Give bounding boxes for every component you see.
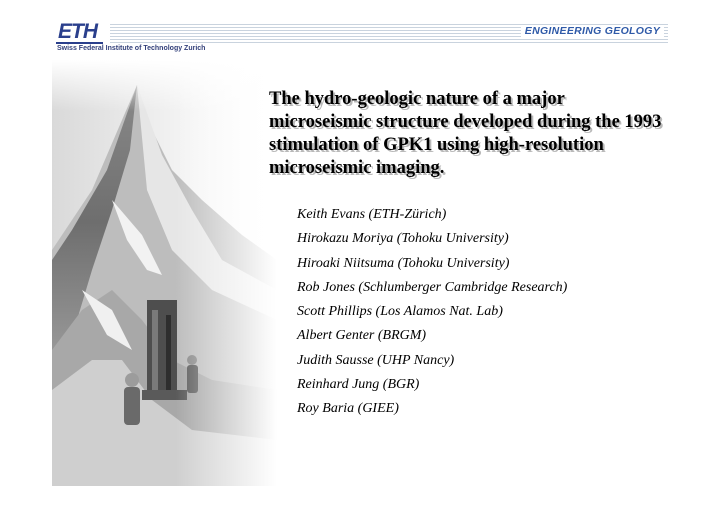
slide-header bbox=[0, 0, 720, 60]
department-label: ENGINEERING GEOLOGY bbox=[521, 25, 664, 37]
author-item: Hirokazu Moriya (Tohoku University) bbox=[297, 231, 509, 247]
slide-title: The hydro-geologic nature of a major microseismic structure developed during the 1993 stimulation of GPK1 using high-resolution microseismic imaging. bbox=[269, 89, 662, 178]
author-item: Keith Evans (ETH-Zürich) bbox=[297, 207, 447, 222]
eth-logo: ETH bbox=[56, 22, 103, 44]
author-list bbox=[297, 203, 567, 422]
author-item: Judith Sausse (UHP Nancy) bbox=[297, 352, 455, 368]
author-item: Hiroaki Niitsuma (Tohoku University) bbox=[297, 255, 510, 271]
mountain-drilling-photo bbox=[52, 60, 277, 486]
author-item: Reinhard Jung (BGR) bbox=[297, 377, 420, 393]
institution-name: Swiss Federal Institute of Technology Zurich bbox=[57, 45, 206, 52]
author-item: Scott Phillips (Los Alamos Nat. Lab) bbox=[297, 304, 503, 320]
author-item: Rob Jones (Schlumberger Cambridge Research) bbox=[297, 279, 568, 295]
author-item: Albert Genter (BRGM) bbox=[297, 328, 427, 344]
author-item: Roy Baria (GIEE) bbox=[297, 401, 399, 417]
